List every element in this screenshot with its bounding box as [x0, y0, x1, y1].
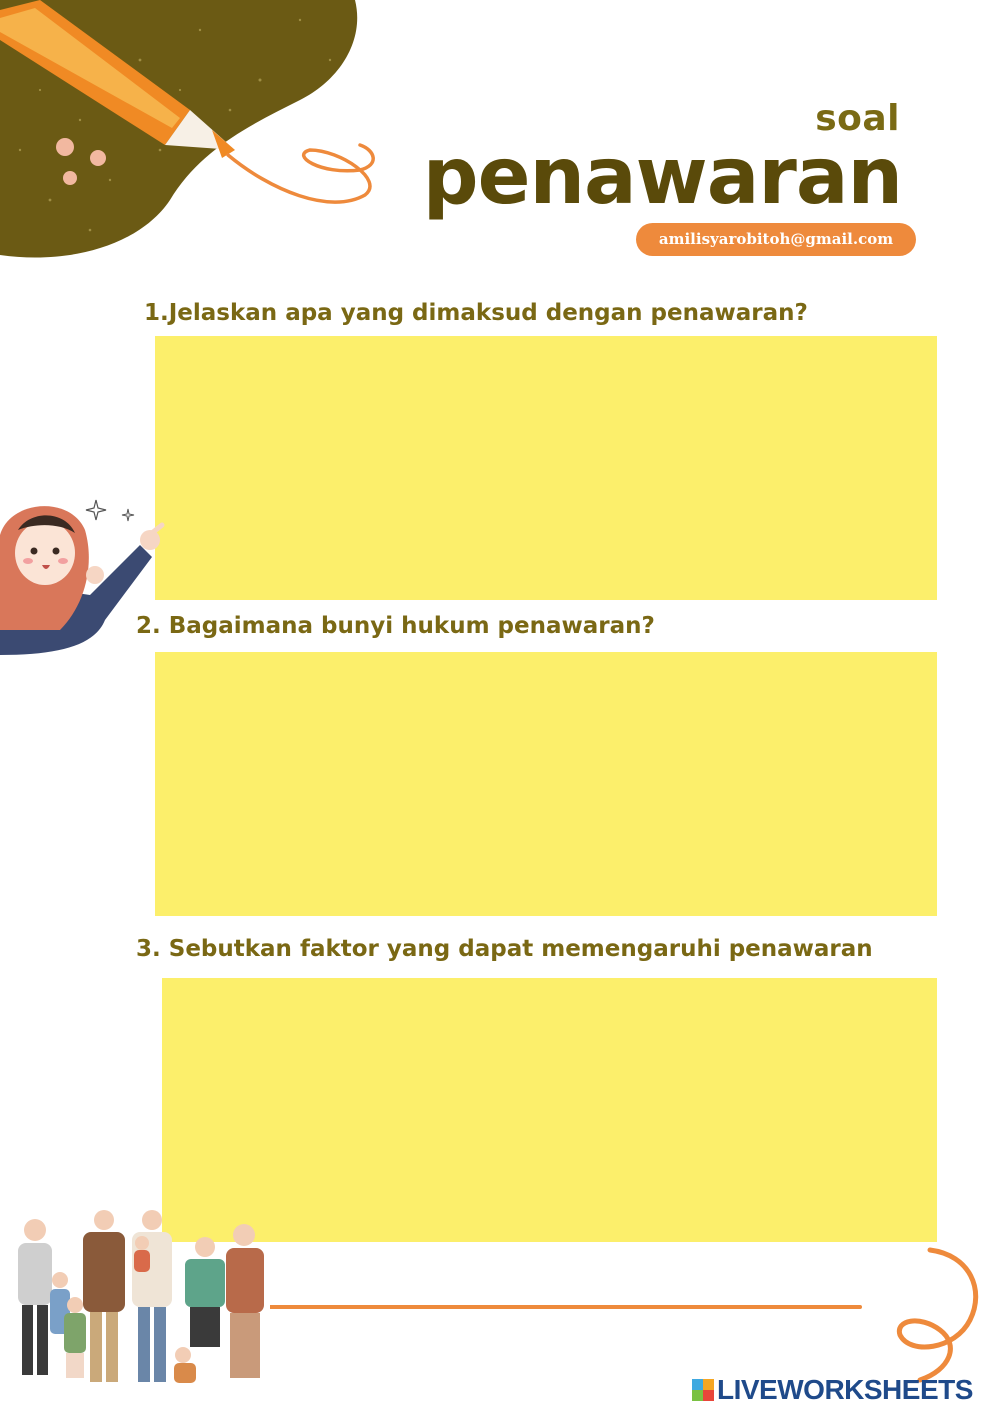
email-badge: amilisyarobitoh@gmail.com — [636, 223, 916, 256]
family-group-illustration — [0, 1205, 285, 1395]
question-3-label: 3. Sebutkan faktor yang dapat memengaruhi penawaran — [136, 936, 873, 962]
answer-box-1[interactable] — [155, 336, 937, 600]
page-subtitle: soal — [815, 98, 900, 139]
hijab-girl-pointing-illustration — [0, 495, 170, 660]
question-2-label: 2. Bagaimana bunyi hukum penawaran? — [136, 613, 655, 639]
answer-box-2[interactable] — [155, 652, 937, 916]
answer-box-3[interactable] — [162, 978, 937, 1242]
page-title: penawaran — [422, 132, 902, 222]
question-1-label: 1.Jelaskan apa yang dimaksud dengan penawaran? — [144, 300, 808, 326]
pencil-blob-illustration — [0, 0, 400, 270]
liveworksheets-logo-icon — [692, 1379, 714, 1401]
brand-text: LIVEWORKSHEETS — [717, 1374, 973, 1405]
liveworksheets-brand[interactable] — [692, 1372, 973, 1408]
decorative-squiggle-line — [270, 1240, 990, 1390]
